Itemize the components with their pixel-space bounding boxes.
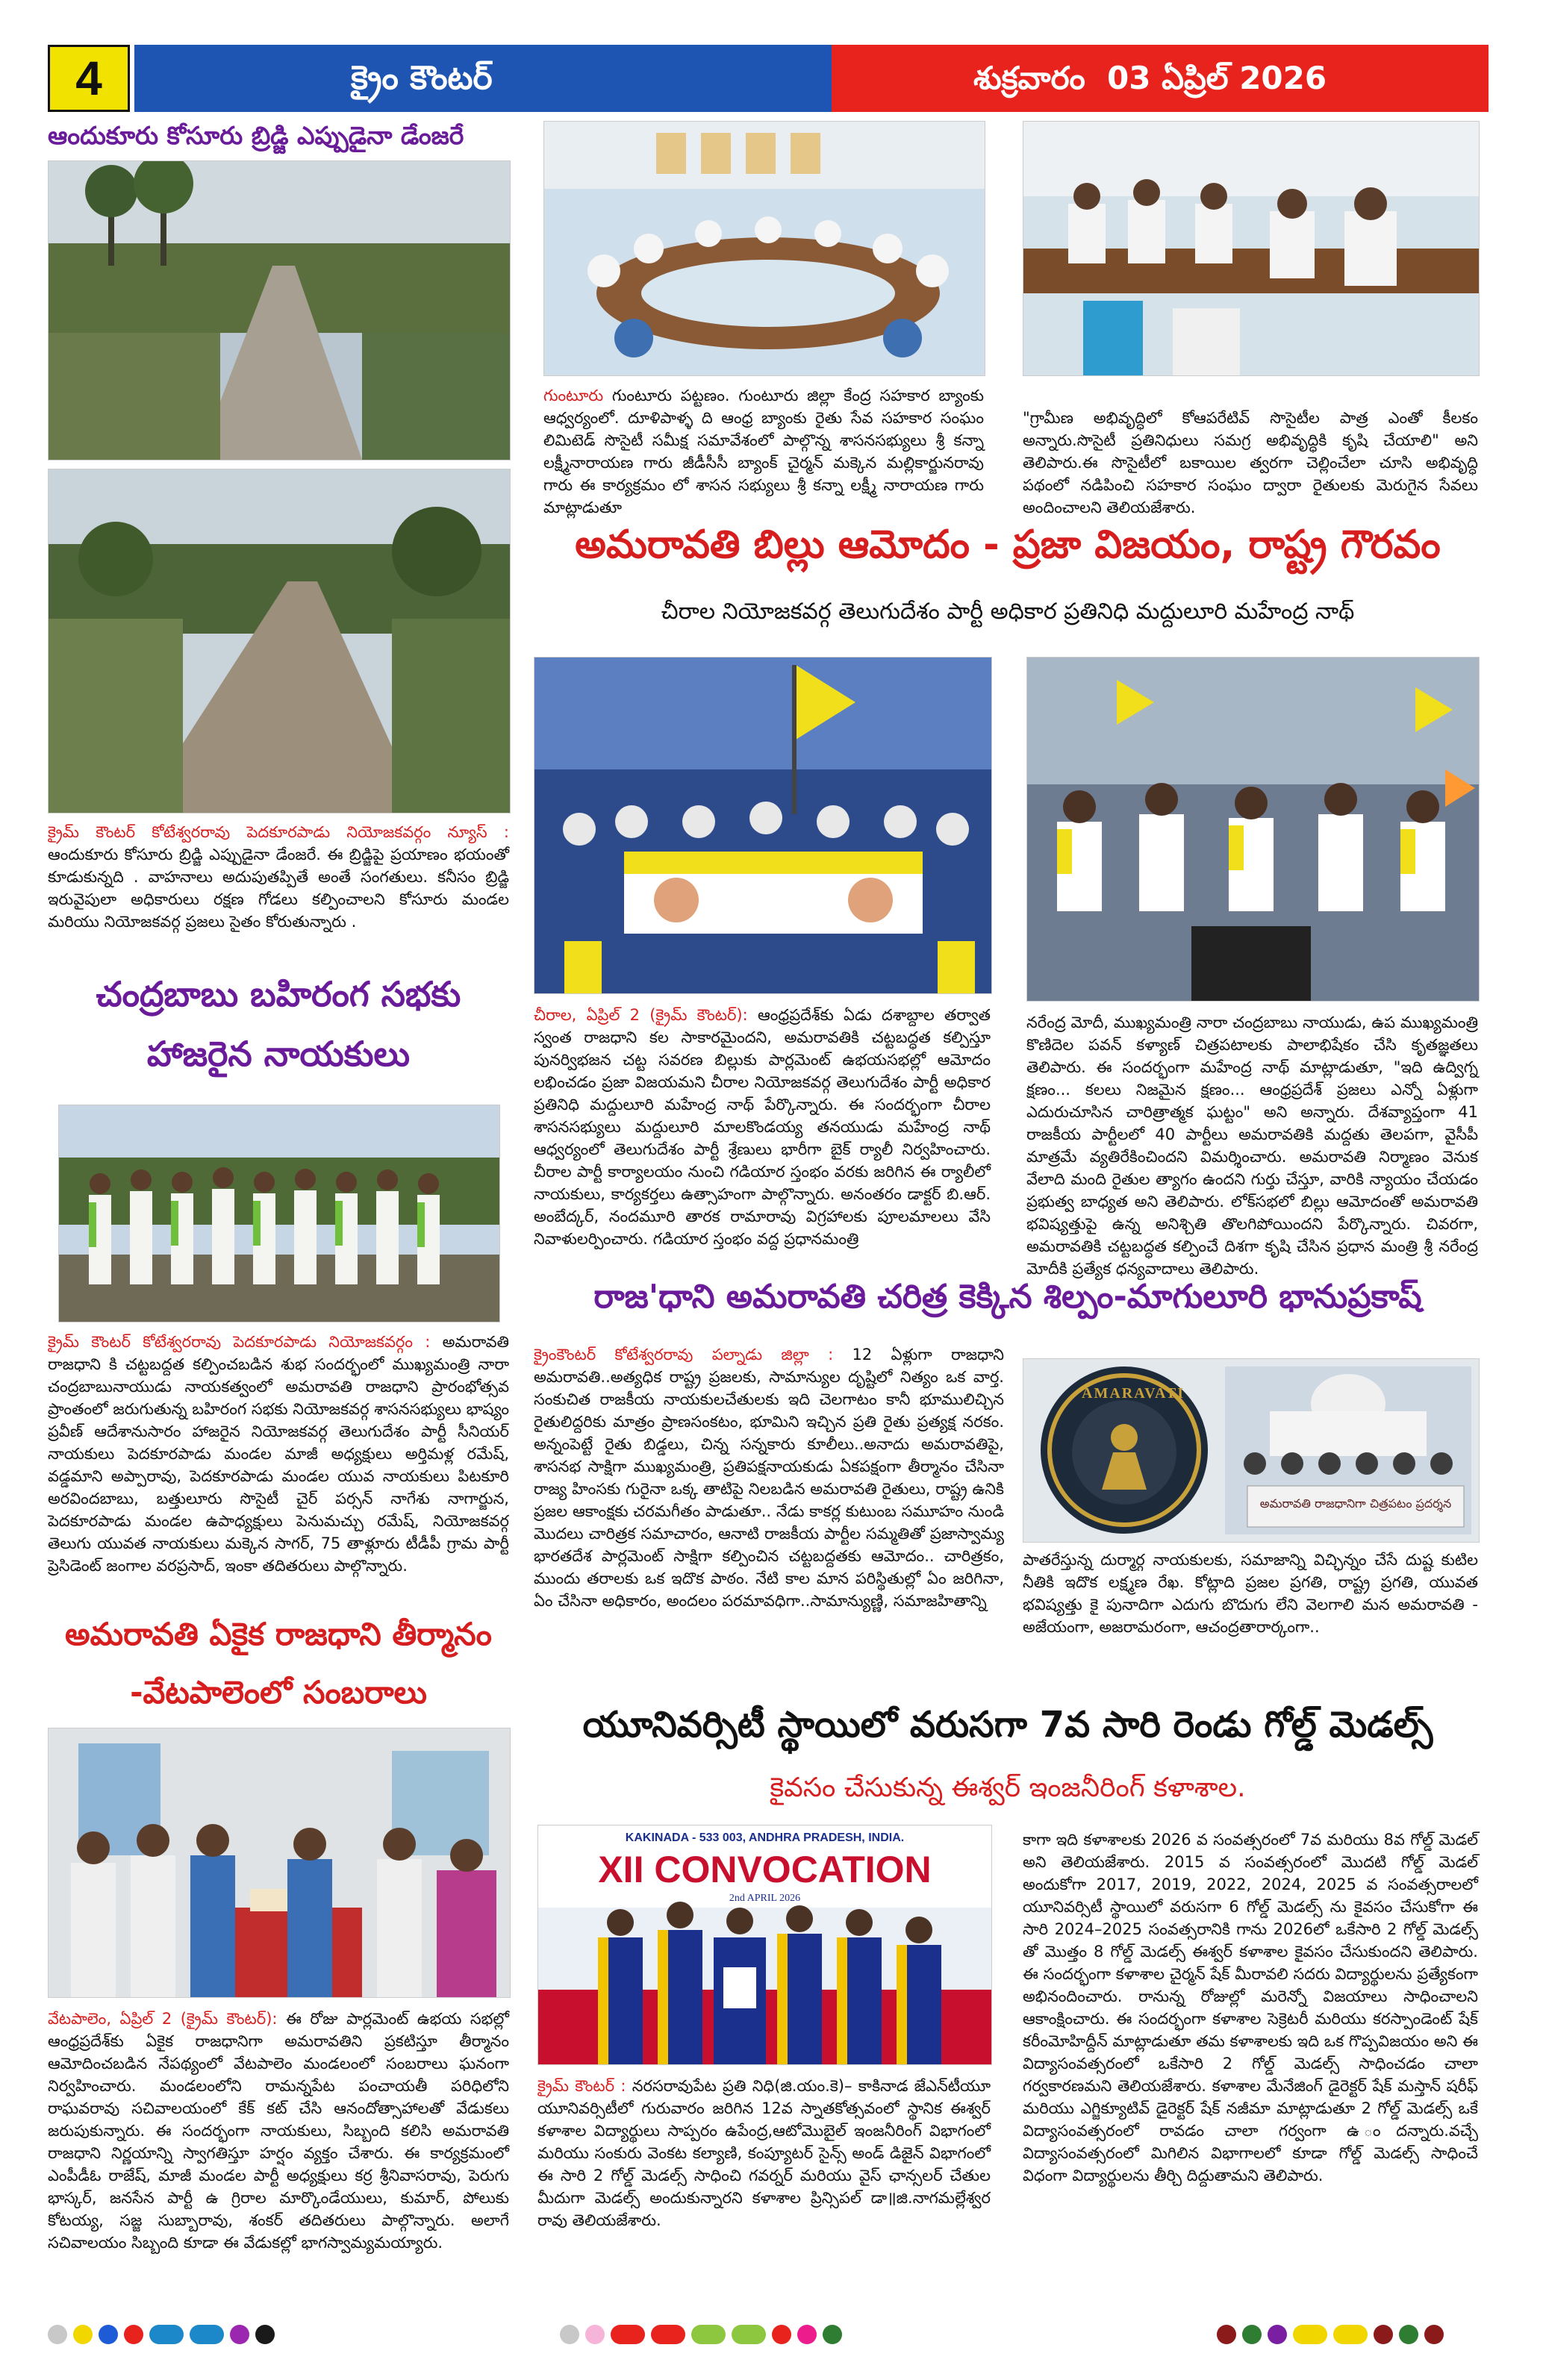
footer-swatch bbox=[1268, 2325, 1287, 2344]
footer-swatch bbox=[651, 2325, 685, 2344]
guntur-text-left: గుంటూరు పట్టణం. గుంటూరు జిల్లా కేంద్ర సహకార బ్యాంకు ఆధ్వర్యంలో. దూళిపాళ్ళ ది ఆంధ్ర బ్యాంకు రైతు సేవ సహకార సంఘం లిమిటెడ్ సొసైటీ సమీక్ష సమావేశంలో పాల్గొన్న శాసనసభ్యులు శ్రీ కన్నా లక్ష్మీనారాయణ గారు జీడీసీసీ బ్యాంక్ చైర్మన్ మక్కెన మల్లికార్జునరావు గారు ఈ కార్యక్రమం లో శాసన సభ్యులు శ్రీ కన్నా లక్ష్మీ నారాయణ గారు మాట్లాడుతూ bbox=[543, 387, 984, 516]
amaravati-banner-text: అమరావతి రాజధానిగా చిత్రపటం ప్రదర్శన bbox=[1259, 1496, 1452, 1511]
footer-swatch bbox=[823, 2325, 842, 2344]
vetapalem-headline-1: అమరావతి ఏకైక రాజధాని తీర్మానం bbox=[65, 1616, 492, 1652]
meeting-headline-2: హాజరైన నాయకులు bbox=[146, 1034, 411, 1074]
date-band bbox=[832, 45, 1489, 112]
guntur-photo-left bbox=[543, 121, 985, 376]
footer-swatch bbox=[48, 2325, 67, 2344]
vetapalem-headline-2: -వేటపాలెంలో సంబరాలు bbox=[130, 1674, 427, 1711]
footer-swatch bbox=[797, 2325, 817, 2344]
bill-text-left: ఆంధ్రప్రదేశ్‌కు ఏడు దశాబ్దాల తర్వాత స్వంత రాజధాని కల సాకారమైందని, అమరావతికి చట్టబద్ధత కల్పిస్తూ పునర్విభజన చట్ట సవరణ బిల్లుకు పార్లమెంట్ ఉభయసభల్లో ఆమోదం లభించడం ప్రజా విజయమని చీరాల నియోజకవర్గ తెలుగుదేశం పార్టీ అధికార ప్రతినిధి మద్దులూరి మహేంద్ర నాథ్ పేర్కొన్నారు. ఈ సందర్భంగా చీరాల శాసనసభ్యులు మద్దులూరి మాలకొండయ్య తనయుడు మహేంద్ర నాథ్ ఆధ్వర్యంలో తెలుగుదేశం పార్టీ శ్రేణులు భారీగా బైక్ ర్యాలీ నిర్వహించారు. చీరాల పార్టీ కార్యాలయం నుంచి గడియార స్తంభం వరకు జరిగిన ఈ ర్యాలీలో నాయకులు, కార్యకర్తలు ఉత్సాహంగా పాల్గొన్నారు. అనంతరం డాక్టర్ బి.ఆర్. అంబేద్కర్, నందమూరి తారక రామారావు విగ్రహాలకు పూలమాలలు వేసి నివాళులర్పించారు. గడియార స్తంభం వద్ద ప్రధానమంత్రి bbox=[534, 1006, 991, 1248]
paper-name: క్రైం కౌంటర్ bbox=[351, 59, 493, 97]
bridge-text: ఆందుకూరు కోసూరు బ్రిడ్జి ఎప్పుడైనా డేంజరే. ఈ బ్రిడ్జిపై ప్రయాణం భయంతో కూడుకున్నది . వాహనాలు అదుపుతప్పితే అంతే సంగతులు. కనీసం బ్రిడ్జి ఇరువైపులా అధికారులు రక్షణ గోడలు కల్పించాలని కోసూరు మండల మరియు నియోజకవర్గ ప్రజలు సైతం కోరుతున్నారు . bbox=[48, 846, 509, 931]
amaravati-seal-text: AMARAVATI bbox=[1082, 1385, 1185, 1402]
footer-swatch bbox=[1424, 2325, 1444, 2344]
paper-name-band bbox=[134, 45, 832, 112]
bhanu-headline: రాజ'ధాని అమరావతి చరిత్ర కెక్కిన శిల్పం-మాగులూరి భానుప్రకాష్ bbox=[593, 1278, 1422, 1316]
footer-swatch bbox=[1333, 2325, 1368, 2344]
issue-date: శుక్రవారం 03 ఏప్రిల్ 2026 bbox=[973, 60, 1327, 96]
footer-swatch bbox=[691, 2325, 726, 2344]
bill-subhead: చీరాల నియోజకవర్గ తెలుగుదేశం పార్టీ అధికార ప్రతినిధి మద్దులూరి మహేంద్ర నాథ్ bbox=[661, 599, 1355, 625]
footer-swatch bbox=[1293, 2325, 1327, 2344]
convocation-photo bbox=[537, 1825, 992, 2065]
bridge-body bbox=[48, 821, 509, 933]
footer-swatch bbox=[1374, 2325, 1393, 2344]
footer-swatch bbox=[772, 2325, 791, 2344]
guntur-photo-right bbox=[1023, 121, 1480, 376]
eshwar-headline: యూనివర్సిటీ స్థాయిలో వరుసగా 7వ సారి రెండు గోల్డ్ మెడల్స్ bbox=[582, 1704, 1433, 1746]
bill-body-left bbox=[534, 1004, 991, 1250]
bhanu-dateline: క్రైంకౌంటర్ కోటేశ్వరరావు పల్నాడు జిల్లా : bbox=[534, 1346, 834, 1364]
eshwar-dateline: క్రైమ్ కౌంటర్ : bbox=[537, 2077, 626, 2095]
guntur-body-left bbox=[543, 384, 984, 519]
vetapalem-photo bbox=[48, 1728, 511, 1998]
footer-mid-swatches bbox=[560, 2325, 1008, 2347]
footer-swatch bbox=[149, 2325, 184, 2344]
bhanu-text-left: 12 ఏళ్లుగా రాజధాని అమరావతి..అత్యధిక రాష్ట్ర ప్రజలకు, సామాన్యుల దృష్టిలో నిత్యం ఒక వార్త. సంకుచిత రాజకీయ నాయకులచేతులకు ఇది చెలగాటం కానీ భూములిచ్చిన రైతులిద్దరికు మాత్రం ప్రాణసంకటం, భూమిని ఇచ్చిన ప్రతి రైతు ప్రత్యక్ష నరకం. అన్నంపెట్టే రైతు బిడ్డలు, చిన్న సన్నకారు కూలీలు..అనాదు అమరావతిపై, శాసనభ సాక్షిగా ముఖ్యమంత్రి, ప్రతిపక్షనాయకుడు ఏకపక్షంగా తీర్మానం చేసినా రాజ్య హింసకు గురైనా ఒక్క తాటిపై నిలబడిన అమరావతి రైతులు, రాష్ట్ర ఉనికి ప్రజల ఆకాంక్షకు చరమగీతం పాడుతూ.. నేడు కాకర్ల కుటుంబ సమూహం నుండి మొదలు చారిత్రక సమాచారం, ఆనాటి రాజకీయ పార్టీల సమ్మతితో ప్రజాస్వామ్య భారతదేశ పార్లమెంట్ సాక్షిగా కల్పించిన చట్టబద్దతకు ఆమోదం.. చారిత్రకం, ముందు తరాలకు ఒక ఇదొక పాఠం. నేటి కాల మాన పరిస్థితుల్లో ఏం జరిగినా, ఏం చేసినా అధికారం, అందలం పరమావధిగా..సామాన్యుణ్ణి, సమాజహితాన్ని bbox=[534, 1346, 1005, 1610]
vetapalem-body bbox=[48, 2008, 509, 2254]
bill-headline: అమరావతి బిల్లు ఆమోదం - ప్రజా విజయం, రాష్ట్ర గౌరవం bbox=[575, 522, 1441, 567]
footer-right-swatches bbox=[1217, 2325, 1515, 2347]
eshwar-body-right: కాగా ఇది కళాశాలకు 2026 వ సంవత్సరంలో 7వ మరియు 8వ గోల్డ్ మెడల్ అని తెలియజేశారు. 2015 వ సంవత్సరంలో మొదటి గోల్డ్ మెడల్ అందుకోగా 2017, 2019, 2022, 2024, 2025 వ సంవత్సరాలలో యూనివర్సిటీ స్థాయిలో వరుసగా 6 గోల్డ్ మెడల్స్ ను కైవసం చేసుకోగా ఈ సారి 2024–2025 సంవత్సరానికి గాను 2026లో ఒకేసారి 2 గోల్డ్ మెడల్స్ తో మొత్తం 8 గోల్డ్ మెడల్స్ ఈశ్వర్ కళాశాల కైవసం చేసుకుందని తెలిపారు. ఈ సందర్భంగా కళాశాల చైర్మన్ షేక్ మీరావలి సదరు విద్యార్థులను ప్రత్యేకంగా అభినందించారు. రానున్న రోజుల్లో మరెన్నో విజయాలు సాధించాలని ఆకాంక్షించారు. ఈ సందర్భంగా కళాశాల సెక్రెటరీ మరియు కరస్పాండెంట్ షేక్ కరీంమోహిద్దీన్ మాట్లాడుతూ తమ కళాశాలకు ఇది ఒక గొప్పవిజయం అని ఈ విద్యాసంవత్సరంలో ఒకేసారి 2 గోల్డ్ మెడల్స్ సాధించడం చాలా గర్వకారణమని తెలియజేశారు. కళాశాల మేనేజింగ్ డైరెక్టర్ షేక్ మస్తాన్ షరీఫ్ మరియు ఎగ్జిక్యూటివ్ డైరెక్టర్ షేక్ నజీమా మాట్లాడుతూ 2 గోల్డ్ మెడల్స్ ఒకే విద్యాసంవత్సరంలో రావడం చాలా గర్వంగా ఉ ందన్నారు.వచ్చే విద్యాసంవత్సరంలో మిగిలిన విభాగాలలో కూడా గోల్డ్ మెడల్స్ సాధించే విధంగా విద్యార్థులను తీర్చి దిద్దుతామని తెలిపారు. bbox=[1023, 1831, 1478, 2184]
meeting-dateline: క్రైమ్ కౌంటర్ కోటేశ్వరరావు పెదకూరపాడు నియోజకవర్గం : bbox=[48, 1333, 431, 1351]
bridge-headline: ఆందుకూరు కోసూరు బ్రిడ్జి ఎప్పుడైనా డేంజరే bbox=[48, 121, 464, 150]
convocation-address: KAKINADA - 533 003, ANDHRA PRADESH, INDIA. bbox=[625, 1831, 905, 1844]
eshwar-subhead: కైవసం చేసుకున్న ఈశ్వర్ ఇంజనీరింగ్ కళాశాల. bbox=[770, 1772, 1246, 1803]
footer-swatch bbox=[124, 2325, 143, 2344]
bridge-dateline: క్రైమ్ కౌంటర్ కోటేశ్వరరావు పెదకూరపాడు నియోజకవర్గం న్యూస్ : bbox=[48, 823, 509, 841]
footer-swatch bbox=[732, 2325, 766, 2344]
bhanu-body-right: పాతరేస్తున్న దుర్మార్గ నాయకులకు, సమాజాన్ని విచ్ఛిన్నం చేసే దుష్ట కుటిల నీతికి ఇదొక లక్ష్మణ రేఖ. కోట్లాది ప్రజల ప్రగతి, రాష్ట్ర ప్రగతి, యువత భవిష్యత్తు కై పునాదిగా ఎదుగు బొదుగు లేని వెలగాలి మన అమరావతి - అజేయంగా, అజరామరంగా, ఆచంద్రతారార్కంగా.. bbox=[1023, 1551, 1478, 1636]
footer-swatch bbox=[73, 2325, 93, 2344]
guntur-body-right: "గ్రామీణ అభివృద్ధిలో కోఆపరేటివ్ సొసైటీల పాత్ర ఎంతో కీలకం అన్నారు.సొసైటీ ప్రతినిధులు సమగ్ర అభివృద్ధికి కృషి చేయాలి" అని తెలిపారు.ఈ సొసైటీలో బకాయిల త్వరగా చెల్లించేలా చూసి అభివృద్ధి పథంలో నడిపించి సహకార సంఘం ద్వారా రైతులకు మెరుగైన సేవలు అందించాలని తెలియజేశారు. bbox=[1023, 409, 1478, 516]
meeting-text: అమరావతి రాజధాని కి చట్టబద్దత కల్పించబడిన శుభ సందర్భంలో ముఖ్యమంత్రి నారా చంద్రబాబునాయుడు నాయకత్వంలో అమరావతి రాజధాని ప్రారంభోత్సవ ప్రాంతంలో జరుగుతున్న బహిరంగ సభకు నియోజకవర్గ శాసనసభ్యులు భాష్యం ప్రవీణ్ ఆదేశానుసారం హాజరైన నియోజకవర్గ తెలుగుదేశం పార్టీ సీనియర్ నాయకులు పెదకూరపాడు మండల మాజీ అధ్యక్షులు అర్తిమళ్ల రమేష్, వడ్డమాని అప్పారావు, పెదకూరపాడు మండల యువ నాయకులు పిటకూరి అరవిందబాబు, బత్తులూరు సొసైటీ చైర్ పర్సన్ నాగేశు నాగార్జున, పెదకూరపాడు మండల ఉపాధ్యక్షులు పెనుమచ్చు రమేష్, నియోజకవర్గ తెలుగు యువత నాయకులు మక్కెన సాగర్, 75 తాళ్లూరు టీడీపీ గ్రామ పార్టీ ప్రెసిడెంట్ జంగాల వరప్రసాద్, ఇంకా తదితరులు పాల్గొన్నారు. bbox=[48, 1333, 509, 1575]
footer-swatch bbox=[1242, 2325, 1262, 2344]
bill-dateline: చీరాల, ఏప్రిల్ 2 (క్రైమ్ కౌంటర్): bbox=[534, 1006, 748, 1024]
bhanu-body-left bbox=[534, 1343, 1004, 1612]
bridge-photo-2 bbox=[48, 469, 511, 813]
convocation-title: XII CONVOCATION bbox=[598, 1849, 932, 1890]
bridge-photo-1 bbox=[48, 160, 511, 460]
bill-photo-left bbox=[534, 657, 992, 994]
bill-photo-right bbox=[1026, 657, 1480, 1002]
meeting-body bbox=[48, 1331, 509, 1577]
bill-body-right: నరేంద్ర మోదీ, ముఖ్యమంత్రి నారా చంద్రబాబు నాయుడు, ఉప ముఖ్యమంత్రి కొణిదెల పవన్ కళ్యాణ్ చిత్రపటాలకు పాలాభిషేకం చేసి కృతజ్ఞతలు తెలిపారు. ఈ సందర్భంగా మహేంద్ర నాథ్ మాట్లాడుతూ, "ఇది ఉద్విగ్న క్షణం... కలలు నిజమైన క్షణం... ఆంధ్రప్రదేశ్ ప్రజలు ఎన్నో ఏళ్లుగా ఎదురుచూసిన చారిత్రాత్మక ఘట్టం" అని అన్నారు. దేశవ్యాప్తంగా 41 రాజకీయ పార్టీలలో 40 పార్టీలు అమరావతికి మద్దతు తెలపగా, వైసీపీ మాత్రమే వ్యతిరేకించిందని విమర్శించారు. అమరావతి నిర్మాణం వెనుక వేలాది మంది రైతుల త్యాగం ఉందని గుర్తు చేస్తూ, వారికి న్యాయం చేయడం ప్రభుత్వ బాధ్యత అని తెలిపారు. లోక్‌సభలో బిల్లు ఆమోదంతో అమరావతి భవిష్యత్తుపై ఉన్న అనిశ్చితి తొలగిపోయిందని పేర్కొన్నారు. చివరగా, అమరావతికి చట్టబద్ధత కల్పించే దిశగా కృషి చేసిన ప్రధాన మంత్రి శ్రీ నరేంద్ర మోదీకి ప్రత్యేక ధన్యవాదాలు తెలిపారు. bbox=[1026, 1013, 1478, 1278]
eshwar-body-left bbox=[537, 2075, 991, 2231]
footer-swatch bbox=[190, 2325, 224, 2344]
meeting-headline-1: చంద్రబాబు బహిరంగ సభకు bbox=[96, 974, 461, 1014]
footer-swatch bbox=[230, 2325, 249, 2344]
footer-swatch bbox=[1399, 2325, 1418, 2344]
footer-swatch bbox=[99, 2325, 118, 2344]
guntur-dateline: గుంటూరు bbox=[543, 387, 604, 405]
footer-swatch bbox=[560, 2325, 579, 2344]
page-number: 4 bbox=[75, 51, 102, 105]
meeting-photo bbox=[58, 1105, 500, 1322]
vetapalem-text: ఈ రోజు పార్లమెంట్ ఉభయ సభల్లో ఆంధ్రప్రదేశ్‌కు ఏకైక రాజధానిగా అమరావతిని ప్రకటిస్తూ తీర్మానం ఆమోదించబడిన నేపథ్యంలో వేటపాలెం మండలంలో సంబరాలు ఘనంగా నిర్వహించారు. మండలంలోని రామన్నపేట పంచాయతీ పరిధిలోని రాఘవరావు సచివాలయంలో కేక్ కట్ చేసి ఆనందోత్సాహాలతో వేడుకలు జరుపుకున్నారు. ఈ సందర్భంగా నాయకులు, సిబ్బంది కలిసి అమరావతి రాజధాని నిర్ణయాన్ని స్వాగతిస్తూ హర్షం వ్యక్తం చేశారు. ఈ కార్యక్రమంలో ఎంపీడీఓ రాజేష్, మాజీ మండల పార్టీ అధ్యక్షులు కర్ర శ్రీనివాసరావు, పెరుగు భాస్కర్, జనసేన పార్టీ ఉ గ్రిరాల మార్కొండేయులు, కుమార్, పోలుకు కోటయ్య, సజ్జ సుబ్బారావు, శంకర్ తదితరులు పాల్గొన్నారు. అలాగే సచివాలయం సిబ్బంది కూడా ఈ వేడుకల్లో భాగస్వామ్యమయ్యారు. bbox=[48, 2010, 510, 2252]
footer-swatch bbox=[255, 2325, 275, 2344]
footer-swatch bbox=[611, 2325, 645, 2344]
footer-left-swatches bbox=[48, 2325, 496, 2347]
eshwar-text-left: నరసరావుపేట ప్రతి నిధి(జి.యం.కె)– కాకినాడ జేఎన్‌టీయూ యూనివర్సిటీలో గురువారం జరిగిన 12వ స్నాతకోత్సవంలో స్థానిక ఈశ్వర్ కళాశాల విద్యార్థులు సాప్పరం ఉపేంద్ర,ఆటోమొబైల్ ఇంజనీరింగ్ విభాగంలో మరియు సంకురు వెంకట కల్యాణి, కంప్యూటర్ సైన్స్ అండ్ డిజైన్ విభాగంలో ఈ సారి 2 గోల్డ్ మెడల్స్ సాధించి గవర్నర్ మరియు వైస్ ఛాన్సలర్ చేతుల మీదుగా మెడల్స్ అందుకున్నారని కళాశాల ప్రిన్సిపల్ డా॥జి.నాగమల్లేశ్వర రావు తెలియజేశారు. bbox=[537, 2077, 991, 2229]
page-number-box bbox=[48, 45, 130, 112]
footer-swatch bbox=[1217, 2325, 1236, 2344]
masthead bbox=[48, 45, 1489, 112]
footer-swatch bbox=[585, 2325, 605, 2344]
vetapalem-dateline: వేటపాలెం, ఏప్రిల్ 2 (క్రైమ్ కౌంటర్): bbox=[48, 2010, 278, 2028]
bhanu-photo bbox=[1023, 1358, 1480, 1543]
convocation-date: 2nd APRIL 2026 bbox=[729, 1893, 801, 1904]
